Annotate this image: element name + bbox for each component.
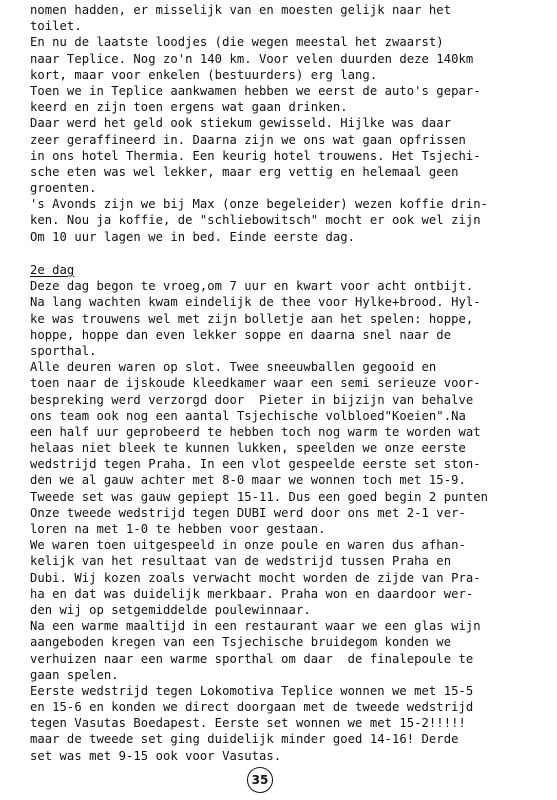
text-line: Om 10 uur lagen we in bed. Einde eerste dag.: [30, 229, 356, 244]
text-line: Eerste wedstrijd tegen Lokomotiva Teplice wonnen we met 15-5: [30, 683, 474, 698]
text-line: een half uur geprobeerd te hebben toch nog warm te worden wat: [30, 424, 481, 439]
text-line: den wij op setgemiddelde poulewinnaar.: [30, 602, 311, 617]
text-line: Onze tweede wedstrijd tegen DUBI werd door ons met 2-1 ver-: [30, 505, 466, 520]
text-line: wedstrijd tegen Praha. In een vlot gespeelde eerste set ston-: [30, 457, 481, 472]
text-line: sche eten was wel lekker, maar erg vettig en helemaal geen: [30, 164, 459, 179]
text-line: ons team ook nog een aantal Tsjechische volbloed"Koeien".Na: [30, 408, 466, 423]
text-line: verhuizen naar een warme sporthal om daar de finalepoule te: [30, 651, 474, 666]
text-line: tegen Vasutas Boedapest. Eerste set wonnen we met 15-2!!!!!: [30, 716, 466, 731]
text-line: We waren toen uitgespeeld in onze poule en waren dus afhan-: [30, 538, 466, 553]
text-line: sporthal.: [30, 343, 97, 358]
text-line: hoppe, hoppe dan even lekker soppe en daarna snel naar de: [30, 327, 452, 342]
text-line: toilet.: [30, 19, 82, 34]
text-line: Daar werd het geld ook stiekum gewisseld. Hijlke was daar: [30, 116, 452, 131]
text-line: toen naar de ijskoude kleedkamer waar een semi serieuze voor-: [30, 376, 481, 391]
day-two-text: [30, 278, 543, 764]
text-line: Alle deuren waren op slot. Twee sneeuwballen gegooid en: [30, 360, 437, 375]
text-line: maar de tweede set ging duidelijk minder goed 14-16! Derde: [30, 732, 459, 747]
text-line: nomen hadden, er misselijk van en moesten gelijk naar het: [30, 3, 452, 17]
text-line: in ons hotel Thermia. Een keurig hotel trouwens. Het Tsjechi-: [30, 148, 481, 163]
text-line: Tweede set was gauw gepiept 15-11. Dus een goed begin 2 punten: [30, 489, 489, 504]
text-line: kelijk van het resultaat van de wedstrijd tussen Praha en: [30, 554, 452, 569]
text-line: Na lang wachten kwam eindelijk de thee voor Hylke+brood. Hyl-: [30, 295, 481, 310]
text-line: Toen we in Teplice aankwamen hebben we eerst de auto's gepar-: [30, 83, 481, 98]
text-line: groenten.: [30, 181, 97, 196]
text-line: ke was trouwens wel met zijn bolletje aan het spelen: hoppe,: [30, 311, 474, 326]
text-line: keerd en zijn toen ergens wat gaan drinken.: [30, 100, 348, 115]
text-line: en 15-6 en konden we direct doorgaan met de tweede wedstrijd: [30, 700, 474, 715]
text-line: aangeboden kregen van een Tsjechische bruidegom konden we: [30, 635, 452, 650]
text-line: naar Teplice. Nog zo'n 140 km. Voor velen duurden deze 140km: [30, 51, 474, 66]
text-line: den we al gauw achter met 8-0 maar we wonnen toch met 15-9.: [30, 473, 466, 488]
day-two-section: [30, 262, 543, 764]
text-line: ha en dat was duidelijk merkbaar. Praha won en daardoor wer-: [30, 586, 474, 601]
text-line: Dubi. Wij kozen zoals verwacht mocht worden de zijde van Pra-: [30, 570, 481, 585]
text-line: En nu de laatste loodjes (die wegen meestal het zwaarst): [30, 35, 444, 50]
section-heading: 2e dag: [30, 263, 75, 277]
page-number-badge: 35: [247, 767, 273, 793]
text-line: Deze dag begon te vroeg,om 7 uur en kwart voor acht ontbijt.: [30, 279, 474, 294]
text-line: loren na met 1-0 te hebben voor gestaan.: [30, 522, 326, 536]
text-line: kort, maar voor enkelen (bestuurders) erg lang.: [30, 67, 378, 82]
text-line: helaas niet bleek te kunnen lukken, speelden we onze eerste: [30, 441, 466, 456]
text-line: ken. Nou ja koffie, de "schliebowitsch" mocht er ook wel zijn: [30, 213, 481, 228]
text-line: set was met 9-15 ook voor Vasutas.: [30, 748, 282, 763]
text-line: bespreking werd verzorgd door Pieter in bijzijn van behalve: [30, 392, 474, 407]
text-line: 's Avonds zijn we bij Max (onze begeleider) wezen koffie drin-: [30, 197, 489, 212]
text-line: Na een warme maaltijd in een restaurant waar we een glas wijn: [30, 619, 481, 634]
text-line: gaan spelen.: [30, 667, 119, 682]
top-paragraphs: [30, 2, 543, 245]
text-line: zeer geraffineerd in. Daarna zijn we ons wat gaan opfrissen: [30, 132, 466, 147]
